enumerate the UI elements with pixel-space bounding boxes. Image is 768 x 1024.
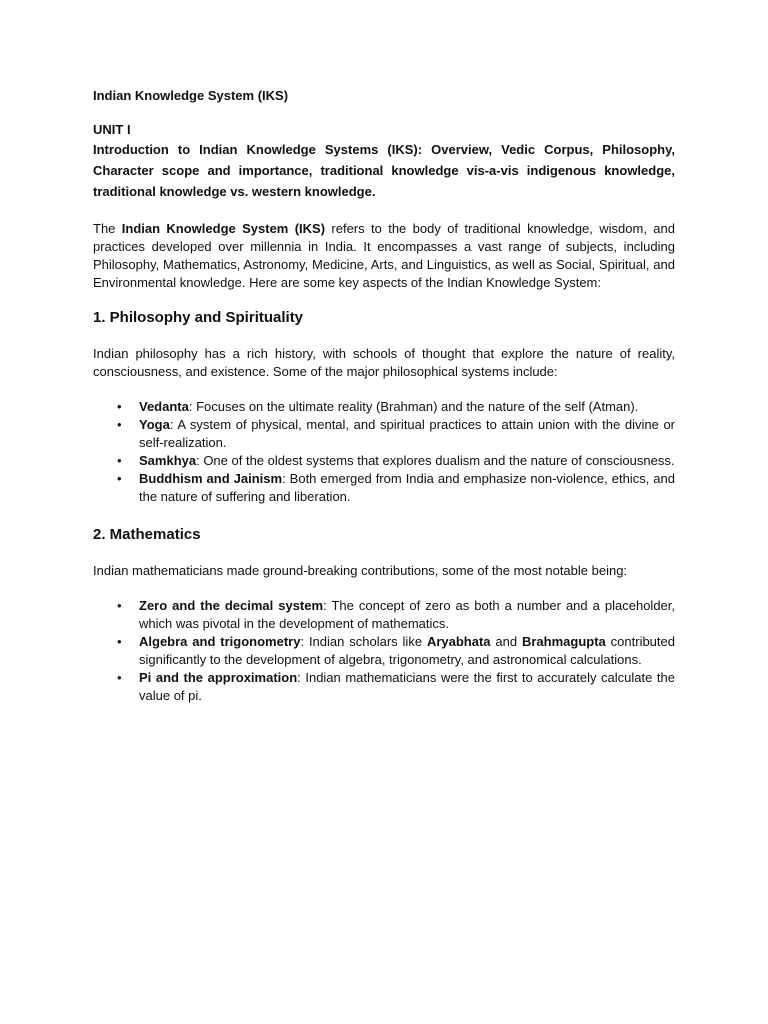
bullet-term: Vedanta — [139, 399, 189, 414]
list-item — [93, 669, 675, 705]
section-intro-mathematics: Indian mathematicians made ground-breaking contributions, some of the most notable being: — [93, 563, 628, 578]
bullet-text: : One of the oldest systems that explores dualism and the nature of consciousness. — [196, 453, 675, 468]
bullet-icon: • — [117, 453, 122, 468]
bullet-icon: • — [117, 471, 122, 486]
bullet-term: Samkhya — [139, 453, 197, 468]
bullet-text: : Both emerged from India and emphasize non-violence, ethics, and the nature of suffering and liberation. — [139, 471, 675, 504]
bullet-term: Zero and the decimal system — [139, 598, 324, 613]
bullet-icon: • — [117, 634, 122, 649]
bullet-term: Yoga — [139, 417, 170, 432]
section-heading-mathematics: 2. Mathematics — [93, 526, 201, 543]
bullet-text: : Focuses on the ultimate reality (Brahman) and the nature of the self (Atman). — [188, 399, 639, 414]
unit-description: Introduction to Indian Knowledge Systems (IKS): Overview, Vedic Corpus, Philosophy, Character scope and importance, traditional knowledge vis-a-vis indigenous knowledge, traditional knowledge vs. western knowledge. — [93, 142, 675, 199]
intro-bold-term: Indian Knowledge System (IKS) — [121, 221, 326, 236]
list-item — [93, 633, 675, 669]
bullet-text-rest: contributed significantly to the development of algebra, trigonometry, and astronomical calculations. — [139, 634, 675, 667]
bullet-term-brahmagupta: Brahmagupta — [521, 634, 606, 649]
bullet-term: Buddhism and Jainism — [139, 471, 283, 486]
list-item — [93, 597, 675, 633]
intro-paragraph — [93, 220, 675, 292]
bullet-term-aryabhata: Aryabhata — [426, 634, 491, 649]
philosophy-list — [93, 398, 675, 506]
bullet-icon: • — [117, 399, 122, 414]
bullet-icon: • — [117, 670, 122, 685]
section-heading-philosophy: 1. Philosophy and Spirituality — [93, 309, 304, 326]
bullet-term: Algebra and trigonometry — [139, 634, 301, 649]
bullet-text: : A system of physical, mental, and spiritual practices to attain union with the divine or self-realization. — [139, 417, 675, 450]
unit-label: UNIT I — [93, 122, 131, 137]
bullet-text: : Indian scholars like — [300, 634, 427, 649]
list-item — [93, 470, 675, 506]
section-intro-philosophy: Indian philosophy has a rich history, with schools of thought that explore the nature of reality, consciousness, and existence. Some of the major philosophical systems include: — [93, 346, 675, 379]
intro-lead: The — [93, 221, 122, 236]
bullet-text-and: and — [490, 634, 522, 649]
bullet-term: Pi and the approximation — [139, 670, 298, 685]
intro-rest: refers to the body of traditional knowledge, wisdom, and practices developed over millennia in India. It encompasses a vast range of subjects, including Philosophy, Mathematics, Astronomy, Medicine, Arts, and Linguistics, as well as Social, Spiritual, and Environmental knowledge. Here are some key aspects of the Indian Knowledge System: — [93, 221, 675, 290]
list-item — [93, 452, 675, 470]
bullet-icon: • — [117, 598, 122, 613]
list-item — [93, 398, 675, 416]
list-item — [93, 416, 675, 452]
bullet-text: : The concept of zero as both a number and a placeholder, which was pivotal in the development of mathematics. — [139, 598, 676, 631]
bullet-icon: • — [117, 417, 122, 432]
bullet-text: : Indian mathematicians were the first to accurately calculate the value of pi. — [139, 670, 675, 703]
document-title: Indian Knowledge System (IKS) — [93, 88, 289, 103]
mathematics-list — [93, 597, 675, 705]
